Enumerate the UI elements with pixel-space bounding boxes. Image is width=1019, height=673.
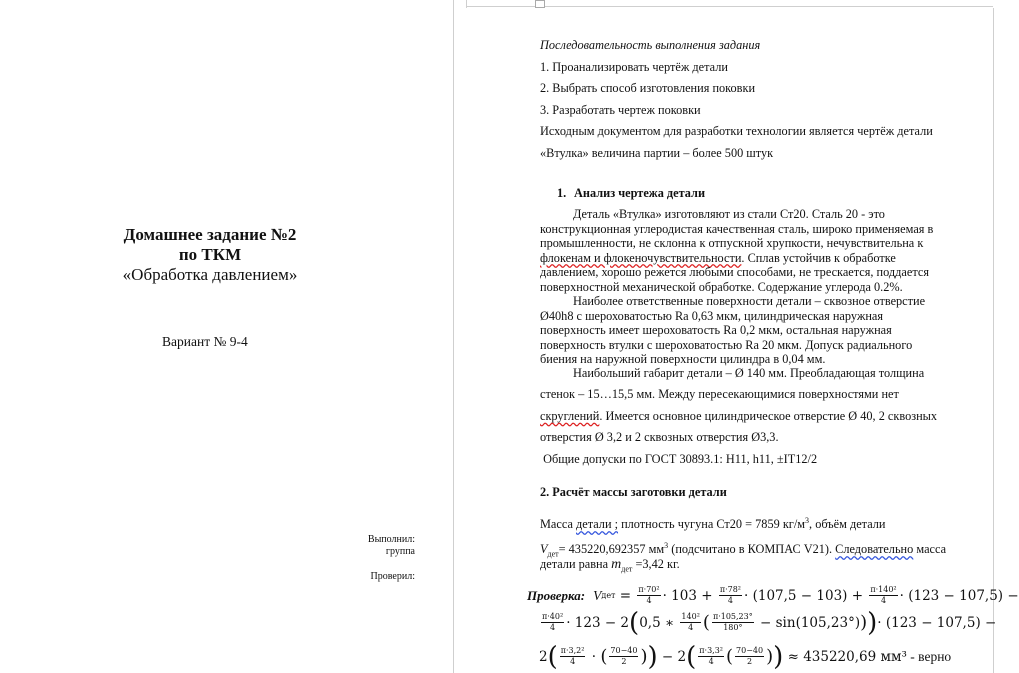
cover-title: Домашнее задание №2 [123, 225, 297, 244]
cover-subtitle: «Обработка давлением» [122, 265, 298, 284]
split-handle[interactable] [535, 0, 545, 8]
numerator: π·40² [542, 612, 564, 621]
page-top-border [466, 6, 993, 7]
tolerances-line: Общие допуски по ГОСТ 30893.1: H11, h11, ±IT12/2 [540, 452, 818, 466]
denominator: 4 [708, 657, 714, 666]
fraction [609, 646, 638, 667]
text: · (123 − 107,5) − [877, 614, 997, 631]
denominator: 4 [550, 623, 556, 632]
text: (подсчитано в КОМПАС V21). [668, 542, 836, 557]
step-3: 3. Разработать чертеж поковки [540, 103, 701, 117]
paragraph-line: промышленности, не склонна к отпускной хрупкости, нечувствительна к [540, 236, 924, 250]
fraction [698, 646, 724, 667]
cover-group: группа [385, 546, 415, 557]
paren: ( [702, 612, 710, 633]
paren: ( [726, 646, 734, 667]
text: ≈ 435220,69 мм³ [783, 648, 907, 665]
paren: ) [773, 641, 784, 672]
paragraph-line: поверхностной механической обработке. Содержание углерода 0.2%. [540, 279, 903, 294]
section2-heading: 2. Расчёт массы заготовки детали [540, 485, 727, 499]
paren: ) [640, 646, 648, 667]
verdict: - верно [906, 648, 952, 664]
spelling-error[interactable]: скруглений [540, 409, 600, 423]
paren: ) [860, 612, 868, 633]
numerator: π·105,23° [712, 612, 753, 621]
subscript: дет [547, 549, 559, 559]
cover-variant: Вариант № 9-4 [162, 334, 248, 349]
text: · (107,5 − 103) + [744, 587, 868, 604]
paren: ( [547, 641, 558, 672]
fraction [869, 585, 897, 606]
text: , объём детали [809, 517, 886, 532]
paragraph-line: Наибольший габарит детали – Ø 140 мм. Преобладающая толщина [573, 366, 925, 380]
paragraph-line: отверстия Ø 3,2 и 2 сквозных отверстия Ø3,3. [540, 430, 779, 444]
fraction [560, 646, 586, 667]
paren: ( [686, 641, 697, 672]
page-gutter [453, 0, 467, 673]
paren: ( [629, 607, 640, 638]
fraction [680, 612, 700, 633]
paragraph-line: поверхность втулки с шероховатостью Ra 20 мкм. Допуск радиального [540, 337, 913, 352]
paragraph-line: давлением, хорошо режется любыми способами, не трескается, поддается [540, 265, 929, 279]
step-1: 1. Проанализировать чертёж детали [540, 60, 728, 74]
subscript: дет [621, 564, 633, 574]
formula-line-3 [539, 641, 952, 672]
text: · (123 − 107,5) − [899, 587, 1019, 604]
superscript: 3 [805, 516, 810, 525]
text: 2 [539, 648, 548, 665]
grammar-error[interactable]: детали ; [576, 517, 619, 532]
numerator: π·78² [719, 585, 742, 594]
grammar-error[interactable]: Следовательно [835, 542, 914, 557]
spelling-error[interactable]: флокенам и флокеночувствительности [540, 250, 742, 265]
paragraph-line: стенок – 15…15,5 мм. Между пересекающимися поверхностями нет [540, 387, 899, 401]
numerator: 70−40 [610, 646, 638, 655]
numerator: π·70² [638, 585, 660, 594]
text: − sin(105,23°) [755, 614, 861, 631]
text: − 2 [657, 648, 687, 665]
sequence-heading: Последовательность выполнения задания [540, 38, 761, 52]
formula-line-1 [527, 585, 1019, 606]
text: = [615, 587, 636, 604]
fraction [735, 646, 764, 667]
v-symbol: V [540, 542, 548, 557]
paragraph-line: Наиболее ответственные поверхности детали – сквозное отверстие [573, 294, 926, 308]
fraction [637, 585, 660, 606]
denominator: 2 [747, 657, 753, 666]
section1-heading: Анализ чертежа детали [574, 186, 706, 200]
paren: ( [600, 646, 608, 667]
text: · [587, 648, 601, 665]
v-symbol: V [593, 587, 602, 603]
mass-result-line [540, 557, 680, 573]
denominator: 4 [688, 623, 694, 632]
text: · 103 + [662, 587, 717, 604]
denominator: 4 [646, 596, 652, 605]
text: масса [913, 542, 947, 557]
numerator: π·3,2² [560, 646, 585, 655]
text: = 435220,692357 мм [558, 542, 665, 557]
numerator: 70−40 [736, 646, 764, 655]
paragraph-line: биения на наружной поверхности цилиндра в 0,04 мм. [540, 352, 826, 366]
denominator: 2 [621, 657, 627, 666]
section1-number: 1. [557, 186, 567, 200]
paragraph-line: Ø40h8 с шероховатостью Ra 0,63 мкм, цилиндрическая наружная [540, 308, 884, 323]
step-2: 2. Выбрать способ изготовления поковки [540, 81, 756, 95]
paragraph-line: Деталь «Втулка» изготовляют из стали Ст20. Сталь 20 - это [573, 207, 885, 221]
check-label: Проверка: [527, 587, 586, 603]
denominator: 4 [570, 657, 576, 666]
cover-checked-by: Проверил: [370, 571, 415, 582]
mass-line [540, 516, 886, 532]
text: Масса [540, 517, 576, 532]
volume-line [540, 541, 946, 559]
cover-course: по ТКМ [178, 245, 242, 264]
page-cover [0, 0, 453, 673]
fraction [712, 612, 754, 633]
text: · 123 − 2 [566, 614, 630, 631]
formula-line-2 [539, 607, 997, 638]
denominator: 4 [880, 596, 887, 605]
denominator: 4 [727, 596, 733, 605]
fraction [541, 612, 564, 633]
paren: ) [867, 607, 878, 638]
numerator: π·140² [870, 585, 897, 594]
paragraph-line: поверхность имеет шероховатость Ra 0,2 мкм, остальная наружная [540, 323, 892, 337]
fraction [719, 585, 742, 606]
text: =3,42 кг. [632, 557, 680, 571]
superscript: 3 [664, 541, 669, 550]
text: 0,5 ∗ [639, 614, 679, 631]
paragraph-line: конструкционная углеродистая качественная сталь, широко применяемая в [540, 221, 934, 236]
m-symbol: m [611, 557, 622, 572]
subscript: дет [601, 591, 616, 600]
cover-performed-by: Выполнил: [367, 534, 415, 545]
intro-line: «Втулка» величина партии – более 500 штук [540, 146, 774, 160]
paren: ) [766, 646, 774, 667]
text: . Имеется основное цилиндрическое отверстие Ø 40, 2 сквозных [599, 409, 938, 423]
numerator: 140² [681, 612, 700, 621]
text: . Сплав устойчив к обработке [741, 250, 896, 265]
denominator: 180° [723, 623, 743, 632]
paren: ) [647, 641, 658, 672]
text: плотность чугуна Ст20 = 7859 кг/м [618, 517, 806, 532]
numerator: π·3,3² [699, 646, 724, 655]
intro-line: Исходным документом для разработки технологии является чертёж детали [540, 124, 933, 138]
paragraph-line [540, 409, 937, 424]
paragraph-line [540, 251, 896, 266]
text: детали равна [540, 557, 612, 571]
